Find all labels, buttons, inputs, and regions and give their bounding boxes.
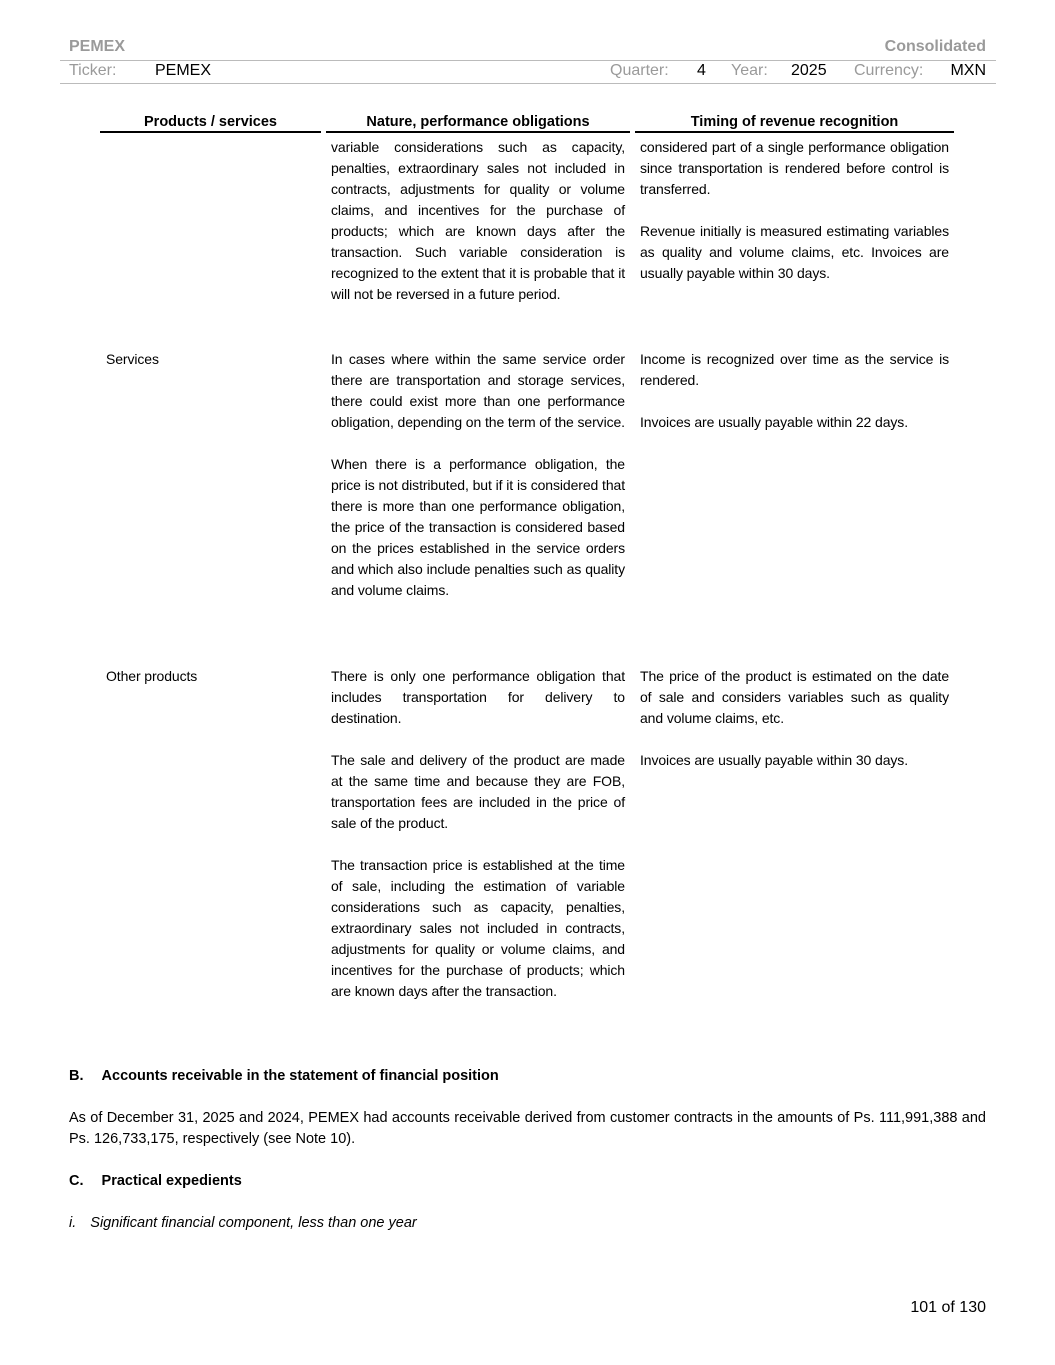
quarter-label: Quarter: <box>610 62 669 79</box>
quarter-value: 4 <box>697 62 706 79</box>
column-header-products: Products / services <box>100 114 321 133</box>
nature-paragraph: variable considerations such as capacity, penalties, extraordinary sales not included in contracts, adjustments for quality or volume claims, and incentives for the purchase of products; which are known days after the transaction. Such variable consideration is recognized to the extent that it is probable that it will not be reversed in a future period. <box>331 139 625 302</box>
ticker-label: Ticker: <box>69 62 117 79</box>
subsection-heading <box>69 1213 986 1234</box>
section-b-label: B. <box>69 1068 84 1084</box>
company-name: PEMEX <box>69 38 126 55</box>
section-c-heading <box>69 1171 986 1192</box>
header-divider-bottom <box>60 83 996 84</box>
report-type: Consolidated <box>884 38 986 55</box>
nature-paragraph: There is only one performance obligation that includes transportation for delivery to destination. <box>331 668 625 726</box>
table-row-timing <box>640 137 949 284</box>
timing-paragraph: Revenue initially is measured estimating variables as quality and volume claims, etc. Invoices are usually payable within 30 days. <box>640 223 949 281</box>
timing-paragraph: The price of the product is estimated on the date of sale and considers variables such as quality and volume claims, etc. <box>640 668 949 726</box>
subsection-title: Significant financial component, less than one year <box>90 1215 417 1231</box>
table-row-nature <box>331 666 625 1002</box>
column-header-timing: Timing of revenue recognition <box>635 114 954 133</box>
subsection-label: i. <box>69 1215 77 1231</box>
timing-paragraph: Invoices are usually payable within 30 days. <box>640 752 908 768</box>
table-row-timing <box>640 666 949 771</box>
year-label: Year: <box>731 62 768 79</box>
product-name: Services <box>106 351 159 367</box>
nature-paragraph: The transaction price is established at the time of sale, including the estimation of variable considerations such as capacity, penalties, extraordinary sales not included in contracts, adjustments for quality or volume claims, and incentives for the purchase of products; which are known days after the transaction. <box>331 857 625 999</box>
product-name: Other products <box>106 668 198 684</box>
currency-value: MXN <box>950 62 986 79</box>
timing-paragraph: considered part of a single performance obligation since transportation is rendered before control is transferred. <box>640 139 949 197</box>
section-b-text: As of December 31, 2025 and 2024, PEMEX had accounts receivable derived from customer contracts in the amounts of Ps. 111,991,388 and Ps. 126,733,175, respectively (see Note 10). <box>69 1110 986 1147</box>
nature-paragraph: The sale and delivery of the product are made at the same time and because they are FOB, transportation fees are included in the price of sale of the product. <box>331 752 625 831</box>
section-b-heading <box>69 1066 986 1087</box>
ticker-value: PEMEX <box>155 62 212 79</box>
page-number: 101 of 130 <box>910 1299 986 1316</box>
section-c-label: C. <box>69 1173 84 1189</box>
section-c-title: Practical expedients <box>101 1173 242 1189</box>
table-row-timing <box>640 349 949 433</box>
timing-paragraph: Invoices are usually payable within 22 days. <box>640 414 908 430</box>
column-header-nature: Nature, performance obligations <box>326 114 630 133</box>
table-row-nature <box>331 349 625 601</box>
nature-paragraph: When there is a performance obligation, the price is not distributed, but if it is considered that there is more than one performance obligation, the price of the transaction is considered based on the prices established in the service orders and which also include penalties such as quality and volume claims. <box>331 456 625 598</box>
table-row-nature <box>331 137 625 305</box>
section-b-title: Accounts receivable in the statement of financial position <box>101 1068 499 1084</box>
year-value: 2025 <box>791 62 827 79</box>
header-divider <box>60 60 996 61</box>
currency-label: Currency: <box>854 62 924 79</box>
timing-paragraph: Income is recognized over time as the service is rendered. <box>640 351 949 388</box>
nature-paragraph: In cases where within the same service order there are transportation and storage services, there could exist more than one performance obligation, depending on the term of the service. <box>331 351 625 430</box>
